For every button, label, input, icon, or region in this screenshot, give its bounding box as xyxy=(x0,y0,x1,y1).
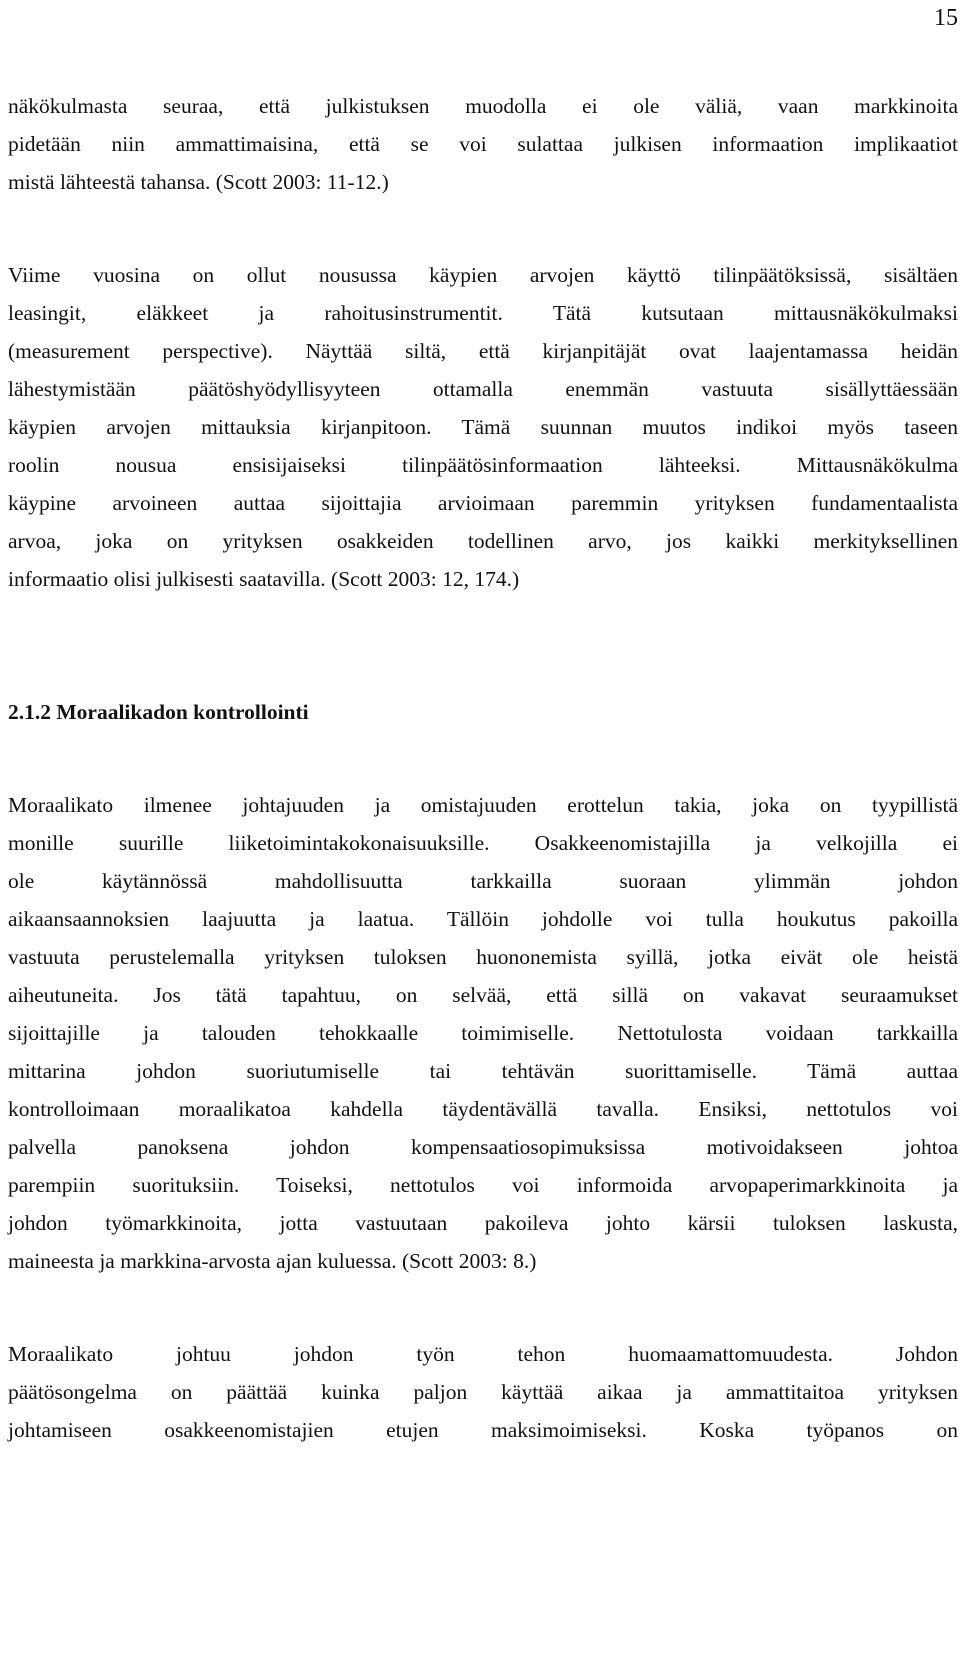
text-line: monille suurille liiketoimintakokonaisuuksille. Osakkeenomistajilla ja velkojilla ei xyxy=(8,831,958,855)
paragraph-4 xyxy=(8,1335,958,1449)
text-line: parempiin suorituksiin. Toiseksi, nettotulos voi informoida arvopaperimarkkinoita ja xyxy=(8,1173,958,1197)
text-line: käypine arvoineen auttaa sijoittajia arvioimaan paremmin yrityksen fundamentaalista xyxy=(8,491,958,515)
paragraph-1 xyxy=(8,87,958,201)
text-line: johdon työmarkkinoita, jotta vastuutaan pakoileva johto kärsii tuloksen laskusta, xyxy=(8,1211,958,1235)
text-line: lähestymistään päätöshyödyllisyyteen ottamalla enemmän vastuuta sisällyttäessään xyxy=(8,377,958,401)
text-line: informaatio olisi julkisesti saatavilla. (Scott 2003: 12, 174.) xyxy=(8,567,520,591)
text-line: Moraalikato johtuu johdon työn tehon huomaamattomuudesta. Johdon xyxy=(8,1342,958,1366)
text-line: (measurement perspective). Näyttää siltä, että kirjanpitäjät ovat laajentamassa heidän xyxy=(8,339,958,363)
section-heading: 2.1.2 Moraalikadon kontrollointi xyxy=(8,700,309,724)
paragraph-2 xyxy=(8,256,958,598)
text-line: mittarina johdon suoriutumiselle tai tehtävän suorittamiselle. Tämä auttaa xyxy=(8,1059,958,1083)
text-line: maineesta ja markkina-arvosta ajan kuluessa. (Scott 2003: 8.) xyxy=(8,1249,537,1273)
text-line: roolin nousua ensisijaiseksi tilinpäätösinformaation lähteeksi. Mittausnäkökulma xyxy=(8,453,958,477)
text-line: vastuuta perustelemalla yrityksen tuloksen huononemista syillä, jotka eivät ole heistä xyxy=(8,945,958,969)
text-line: aiheutuneita. Jos tätä tapahtuu, on selvää, että sillä on vakavat seuraamukset xyxy=(8,983,958,1007)
text-line: pidetään niin ammattimaisina, että se voi sulattaa julkisen informaation implikaatiot xyxy=(8,132,958,156)
text-line: mistä lähteestä tahansa. (Scott 2003: 11-12.) xyxy=(8,170,389,194)
text-line: päätösongelma on päättää kuinka paljon käyttää aikaa ja ammattitaitoa yrityksen xyxy=(8,1380,958,1404)
page-number: 15 xyxy=(934,5,958,31)
text-line: näkökulmasta seuraa, että julkistuksen muodolla ei ole väliä, vaan markkinoita xyxy=(8,94,958,118)
document-body xyxy=(8,87,958,1449)
text-line: Moraalikato ilmenee johtajuuden ja omistajuuden erottelun takia, joka on tyypillistä xyxy=(8,793,958,817)
text-line: arvoa, joka on yrityksen osakkeiden todellinen arvo, jos kaikki merkityksellinen xyxy=(8,529,958,553)
text-line: kontrolloimaan moraalikatoa kahdella täydentävällä tavalla. Ensiksi, nettotulos voi xyxy=(8,1097,958,1121)
text-line: palvella panoksena johdon kompensaatiosopimuksissa motivoidakseen johtoa xyxy=(8,1135,958,1159)
paragraph-3 xyxy=(8,786,958,1280)
text-line: leasingit, eläkkeet ja rahoitusinstrumentit. Tätä kutsutaan mittausnäkökulmaksi xyxy=(8,301,958,325)
text-line: ole käytännössä mahdollisuutta tarkkailla suoraan ylimmän johdon xyxy=(8,869,958,893)
text-line: Viime vuosina on ollut nousussa käypien arvojen käyttö tilinpäätöksissä, sisältäen xyxy=(8,263,958,287)
text-line: käypien arvojen mittauksia kirjanpitoon. Tämä suunnan muutos indikoi myös taseen xyxy=(8,415,958,439)
text-line: johtamiseen osakkeenomistajien etujen maksimoimiseksi. Koska työpanos on xyxy=(8,1418,958,1442)
text-line: sijoittajille ja talouden tehokkaalle toimimiselle. Nettotulosta voidaan tarkkailla xyxy=(8,1021,958,1045)
text-line: aikaansaannoksien laajuutta ja laatua. Tällöin johdolle voi tulla houkutus pakoilla xyxy=(8,907,958,931)
